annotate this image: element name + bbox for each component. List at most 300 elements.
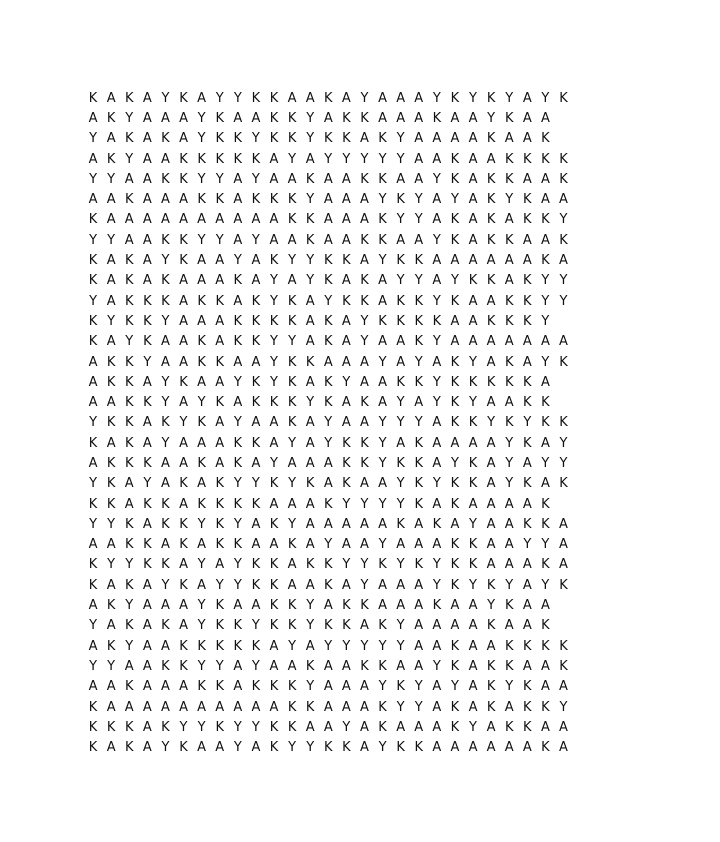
grid-cell[interactable]: A	[142, 253, 152, 269]
grid-cell[interactable]: Y	[306, 679, 315, 695]
grid-cell[interactable]: Y	[559, 273, 568, 289]
grid-cell[interactable]: K	[287, 313, 297, 329]
grid-cell[interactable]: A	[396, 435, 406, 451]
grid-cell[interactable]: A	[522, 232, 532, 248]
grid-cell[interactable]: A	[522, 253, 532, 269]
grid-cell[interactable]: K	[143, 496, 152, 512]
grid-cell[interactable]: A	[486, 537, 496, 553]
grid-cell[interactable]: A	[504, 740, 514, 756]
grid-cell[interactable]: A	[414, 395, 424, 411]
grid-cell[interactable]: Y	[125, 598, 134, 614]
grid-cell[interactable]: A	[341, 334, 351, 350]
grid-cell[interactable]: A	[160, 110, 170, 126]
grid-cell[interactable]: A	[106, 577, 116, 593]
grid-cell[interactable]: K	[233, 455, 243, 471]
grid-cell[interactable]: Y	[432, 293, 441, 309]
grid-cell[interactable]: K	[324, 273, 333, 289]
grid-cell[interactable]: A	[251, 598, 261, 614]
grid-cell[interactable]: K	[559, 354, 568, 370]
grid-cell[interactable]: A	[486, 455, 496, 471]
grid-cell[interactable]: A	[486, 151, 496, 167]
grid-cell[interactable]: K	[342, 253, 351, 269]
grid-cell[interactable]: Y	[378, 354, 387, 370]
grid-cell[interactable]: Y	[161, 435, 170, 451]
grid-cell[interactable]: A	[360, 537, 369, 553]
grid-cell[interactable]: Y	[432, 476, 441, 492]
grid-cell[interactable]: K	[179, 253, 188, 269]
grid-cell[interactable]: K	[541, 212, 550, 228]
grid-cell[interactable]: K	[450, 90, 460, 106]
grid-cell[interactable]: K	[88, 557, 98, 573]
grid-cell[interactable]: A	[540, 435, 550, 451]
grid-cell[interactable]: K	[396, 293, 405, 309]
grid-cell[interactable]: K	[450, 212, 460, 228]
grid-cell[interactable]: A	[341, 577, 351, 593]
grid-cell[interactable]: Y	[233, 557, 242, 573]
grid-cell[interactable]: A	[142, 131, 152, 147]
grid-cell[interactable]: A	[305, 638, 315, 654]
grid-cell[interactable]: K	[179, 171, 188, 187]
grid-cell[interactable]: A	[540, 374, 550, 390]
grid-cell[interactable]: A	[504, 273, 514, 289]
grid-cell[interactable]: A	[142, 415, 152, 431]
grid-cell[interactable]: A	[305, 719, 315, 735]
grid-cell[interactable]: K	[414, 557, 423, 573]
grid-cell[interactable]: A	[88, 151, 98, 167]
grid-cell[interactable]: Y	[161, 90, 170, 106]
grid-cell[interactable]: A	[106, 192, 116, 208]
grid-cell[interactable]: A	[323, 232, 333, 248]
grid-cell[interactable]: A	[233, 354, 243, 370]
grid-cell[interactable]: K	[215, 110, 224, 126]
grid-cell[interactable]: A	[251, 740, 261, 756]
grid-cell[interactable]: K	[360, 293, 369, 309]
grid-cell[interactable]: A	[360, 192, 369, 208]
grid-cell[interactable]: A	[378, 598, 387, 614]
grid-cell[interactable]: A	[522, 557, 532, 573]
grid-cell[interactable]: K	[106, 719, 116, 735]
grid-cell[interactable]: Y	[288, 638, 297, 654]
grid-cell[interactable]: Y	[396, 395, 405, 411]
grid-cell[interactable]: K	[179, 740, 188, 756]
grid-cell[interactable]: Y	[324, 435, 333, 451]
grid-cell[interactable]: Y	[378, 435, 387, 451]
grid-cell[interactable]: K	[269, 679, 279, 695]
grid-cell[interactable]: Y	[432, 374, 441, 390]
grid-cell[interactable]: K	[324, 577, 333, 593]
grid-cell[interactable]: K	[88, 496, 98, 512]
grid-cell[interactable]: Y	[197, 516, 206, 532]
grid-cell[interactable]: K	[360, 435, 369, 451]
grid-cell[interactable]: K	[342, 435, 351, 451]
grid-cell[interactable]: A	[504, 537, 514, 553]
grid-cell[interactable]: Y	[450, 192, 459, 208]
grid-cell[interactable]: Y	[89, 171, 98, 187]
grid-cell[interactable]: A	[341, 679, 351, 695]
grid-cell[interactable]: A	[360, 374, 369, 390]
grid-cell[interactable]: Y	[306, 273, 315, 289]
grid-cell[interactable]: A	[197, 313, 207, 329]
grid-cell[interactable]: A	[142, 151, 152, 167]
grid-cell[interactable]: A	[179, 354, 188, 370]
grid-cell[interactable]: K	[251, 293, 261, 309]
grid-cell[interactable]: A	[378, 293, 387, 309]
grid-cell[interactable]: A	[179, 455, 188, 471]
grid-cell[interactable]: K	[161, 415, 170, 431]
grid-cell[interactable]: Y	[523, 537, 532, 553]
grid-cell[interactable]: K	[251, 557, 261, 573]
grid-cell[interactable]: K	[450, 537, 460, 553]
grid-cell[interactable]: K	[396, 313, 405, 329]
grid-cell[interactable]: K	[269, 131, 279, 147]
grid-cell[interactable]: K	[324, 618, 333, 634]
grid-cell[interactable]: A	[432, 212, 442, 228]
grid-cell[interactable]: Y	[233, 516, 242, 532]
grid-cell[interactable]: K	[124, 740, 134, 756]
grid-cell[interactable]: Y	[143, 476, 152, 492]
grid-cell[interactable]: Y	[414, 192, 423, 208]
grid-cell[interactable]: K	[179, 232, 188, 248]
grid-cell[interactable]: Y	[89, 476, 98, 492]
grid-cell[interactable]: Y	[107, 171, 116, 187]
grid-cell[interactable]: Y	[215, 232, 224, 248]
grid-cell[interactable]: A	[414, 232, 424, 248]
grid-cell[interactable]: K	[360, 598, 369, 614]
grid-cell[interactable]: K	[179, 537, 188, 553]
grid-cell[interactable]: K	[468, 537, 478, 553]
grid-cell[interactable]: Y	[378, 679, 387, 695]
grid-cell[interactable]: K	[251, 395, 261, 411]
grid-cell[interactable]: K	[106, 374, 116, 390]
grid-cell[interactable]: A	[305, 537, 315, 553]
grid-cell[interactable]: A	[197, 537, 207, 553]
grid-cell[interactable]: A	[142, 273, 152, 289]
grid-cell[interactable]: K	[305, 557, 315, 573]
grid-cell[interactable]: Y	[378, 496, 387, 512]
grid-cell[interactable]: K	[504, 313, 514, 329]
grid-cell[interactable]: K	[161, 273, 170, 289]
grid-cell[interactable]: A	[396, 658, 406, 674]
grid-cell[interactable]: A	[468, 192, 478, 208]
grid-cell[interactable]: A	[378, 334, 387, 350]
grid-cell[interactable]: Y	[360, 638, 369, 654]
grid-cell[interactable]: K	[504, 232, 514, 248]
grid-cell[interactable]: A	[360, 253, 369, 269]
grid-cell[interactable]: A	[323, 719, 333, 735]
grid-cell[interactable]: A	[106, 273, 116, 289]
grid-cell[interactable]: A	[179, 212, 188, 228]
grid-cell[interactable]: Y	[396, 151, 405, 167]
grid-cell[interactable]: K	[486, 313, 496, 329]
grid-cell[interactable]: K	[541, 699, 550, 715]
grid-cell[interactable]: K	[378, 212, 387, 228]
grid-cell[interactable]: K	[450, 395, 460, 411]
grid-cell[interactable]: A	[486, 516, 496, 532]
grid-cell[interactable]: K	[523, 212, 532, 228]
grid-cell[interactable]: Y	[378, 537, 387, 553]
grid-cell[interactable]: A	[142, 110, 152, 126]
grid-cell[interactable]: A	[486, 740, 496, 756]
grid-cell[interactable]: K	[215, 395, 224, 411]
grid-cell[interactable]: K	[378, 131, 387, 147]
grid-cell[interactable]: Y	[342, 719, 351, 735]
grid-cell[interactable]: K	[106, 476, 116, 492]
grid-cell[interactable]: Y	[487, 415, 496, 431]
grid-cell[interactable]: K	[88, 273, 98, 289]
grid-cell[interactable]: K	[124, 374, 134, 390]
grid-cell[interactable]: A	[360, 131, 369, 147]
grid-cell[interactable]: Y	[505, 455, 514, 471]
grid-cell[interactable]: Y	[107, 313, 116, 329]
grid-cell[interactable]: K	[450, 354, 460, 370]
grid-cell[interactable]: K	[161, 618, 170, 634]
grid-cell[interactable]: A	[540, 658, 550, 674]
grid-cell[interactable]: A	[378, 90, 387, 106]
grid-cell[interactable]: K	[179, 374, 188, 390]
grid-cell[interactable]: A	[106, 293, 116, 309]
grid-cell[interactable]: Y	[396, 273, 405, 289]
grid-cell[interactable]: Y	[288, 740, 297, 756]
grid-cell[interactable]: K	[342, 618, 351, 634]
grid-cell[interactable]: A	[179, 496, 188, 512]
grid-cell[interactable]: A	[486, 253, 496, 269]
grid-cell[interactable]: K	[215, 192, 224, 208]
grid-cell[interactable]: K	[106, 496, 116, 512]
grid-cell[interactable]: A	[142, 658, 152, 674]
grid-cell[interactable]: Y	[107, 658, 116, 674]
grid-cell[interactable]: K	[523, 313, 532, 329]
grid-cell[interactable]: A	[179, 131, 188, 147]
grid-cell[interactable]: K	[215, 679, 224, 695]
grid-cell[interactable]: A	[197, 476, 207, 492]
grid-cell[interactable]: A	[450, 110, 460, 126]
grid-cell[interactable]: K	[541, 618, 550, 634]
grid-cell[interactable]: K	[233, 151, 243, 167]
grid-cell[interactable]: K	[486, 171, 496, 187]
grid-cell[interactable]: K	[432, 598, 442, 614]
grid-cell[interactable]: Y	[378, 638, 387, 654]
grid-cell[interactable]: K	[486, 273, 496, 289]
grid-cell[interactable]: K	[342, 293, 351, 309]
grid-cell[interactable]: K	[486, 131, 496, 147]
grid-cell[interactable]: K	[324, 90, 333, 106]
grid-cell[interactable]: A	[323, 171, 333, 187]
grid-cell[interactable]: K	[324, 395, 333, 411]
grid-cell[interactable]: K	[541, 253, 550, 269]
grid-cell[interactable]: K	[124, 192, 134, 208]
grid-cell[interactable]: A	[522, 171, 532, 187]
grid-cell[interactable]: K	[486, 374, 496, 390]
grid-cell[interactable]: K	[504, 171, 514, 187]
grid-cell[interactable]: K	[360, 395, 369, 411]
grid-cell[interactable]: A	[269, 638, 279, 654]
grid-cell[interactable]: A	[124, 232, 134, 248]
grid-cell[interactable]: A	[432, 618, 442, 634]
grid-cell[interactable]: K	[251, 577, 261, 593]
grid-cell[interactable]: K	[378, 618, 387, 634]
grid-cell[interactable]: Y	[324, 151, 333, 167]
grid-cell[interactable]: A	[160, 699, 170, 715]
grid-cell[interactable]: A	[215, 455, 225, 471]
grid-cell[interactable]: K	[233, 313, 243, 329]
grid-cell[interactable]: K	[124, 273, 134, 289]
grid-cell[interactable]: A	[341, 232, 351, 248]
grid-cell[interactable]: A	[88, 455, 98, 471]
grid-cell[interactable]: K	[396, 740, 405, 756]
grid-cell[interactable]: A	[323, 354, 333, 370]
grid-cell[interactable]: K	[106, 151, 116, 167]
grid-cell[interactable]: Y	[197, 658, 206, 674]
grid-cell[interactable]: K	[161, 557, 170, 573]
grid-cell[interactable]: Y	[324, 293, 333, 309]
grid-cell[interactable]: A	[522, 658, 532, 674]
grid-cell[interactable]: K	[161, 131, 170, 147]
grid-cell[interactable]: A	[504, 496, 514, 512]
grid-cell[interactable]: A	[540, 476, 550, 492]
grid-cell[interactable]: Y	[396, 618, 405, 634]
grid-cell[interactable]: K	[414, 435, 423, 451]
grid-cell[interactable]: A	[468, 171, 478, 187]
grid-cell[interactable]: A	[378, 395, 387, 411]
grid-cell[interactable]: K	[251, 679, 261, 695]
grid-cell[interactable]: K	[106, 110, 116, 126]
grid-cell[interactable]: Y	[505, 435, 514, 451]
grid-cell[interactable]: Y	[342, 557, 351, 573]
grid-cell[interactable]: A	[414, 658, 424, 674]
grid-cell[interactable]: A	[559, 192, 568, 208]
grid-cell[interactable]: Y	[505, 577, 514, 593]
grid-cell[interactable]: A	[251, 110, 261, 126]
grid-cell[interactable]: Y	[306, 131, 315, 147]
grid-cell[interactable]: K	[342, 740, 351, 756]
grid-cell[interactable]: Y	[414, 699, 423, 715]
grid-cell[interactable]: Y	[469, 90, 477, 106]
grid-cell[interactable]: Y	[450, 273, 459, 289]
grid-cell[interactable]: K	[197, 638, 206, 654]
grid-cell[interactable]: K	[269, 192, 279, 208]
grid-cell[interactable]: A	[179, 313, 188, 329]
grid-cell[interactable]: K	[287, 110, 297, 126]
grid-cell[interactable]: A	[106, 699, 116, 715]
grid-cell[interactable]: Y	[288, 435, 297, 451]
grid-cell[interactable]: K	[88, 435, 98, 451]
grid-cell[interactable]: A	[251, 537, 261, 553]
grid-cell[interactable]: A	[341, 90, 351, 106]
grid-cell[interactable]: A	[251, 273, 261, 289]
grid-cell[interactable]: Y	[233, 740, 242, 756]
grid-cell[interactable]: Y	[360, 313, 369, 329]
grid-cell[interactable]: A	[142, 679, 152, 695]
grid-cell[interactable]: K	[414, 374, 423, 390]
grid-cell[interactable]: K	[324, 374, 333, 390]
grid-cell[interactable]: K	[106, 455, 116, 471]
grid-cell[interactable]: Y	[197, 171, 206, 187]
grid-cell[interactable]: Y	[251, 171, 260, 187]
grid-cell[interactable]: Y	[378, 415, 387, 431]
grid-cell[interactable]: A	[233, 679, 243, 695]
grid-cell[interactable]: A	[341, 658, 351, 674]
grid-cell[interactable]: K	[486, 90, 496, 106]
grid-cell[interactable]: A	[305, 415, 315, 431]
grid-cell[interactable]: A	[251, 699, 261, 715]
grid-cell[interactable]: A	[251, 212, 261, 228]
grid-cell[interactable]: K	[378, 699, 387, 715]
grid-cell[interactable]: A	[197, 435, 207, 451]
grid-cell[interactable]: Y	[378, 740, 387, 756]
grid-cell[interactable]: A	[323, 679, 333, 695]
grid-cell[interactable]: A	[142, 232, 152, 248]
grid-cell[interactable]: A	[468, 679, 478, 695]
grid-cell[interactable]: A	[233, 110, 243, 126]
grid-cell[interactable]: K	[269, 476, 279, 492]
grid-cell[interactable]: A	[233, 192, 243, 208]
grid-cell[interactable]: K	[360, 171, 369, 187]
grid-cell[interactable]: K	[414, 334, 423, 350]
grid-cell[interactable]: A	[432, 435, 442, 451]
grid-cell[interactable]: Y	[197, 618, 206, 634]
grid-cell[interactable]: Y	[432, 171, 441, 187]
grid-cell[interactable]: A	[360, 516, 369, 532]
grid-cell[interactable]: Y	[432, 658, 441, 674]
grid-cell[interactable]: A	[215, 374, 225, 390]
grid-cell[interactable]: A	[468, 435, 478, 451]
grid-cell[interactable]: Y	[89, 293, 98, 309]
grid-cell[interactable]: A	[522, 334, 532, 350]
grid-cell[interactable]: A	[504, 131, 514, 147]
grid-cell[interactable]: A	[160, 192, 170, 208]
grid-cell[interactable]: Y	[89, 516, 98, 532]
grid-cell[interactable]: Y	[432, 577, 441, 593]
grid-cell[interactable]: K	[360, 658, 369, 674]
grid-cell[interactable]: K	[287, 131, 297, 147]
grid-cell[interactable]: A	[504, 516, 514, 532]
grid-cell[interactable]: A	[160, 151, 170, 167]
grid-cell[interactable]: K	[342, 455, 351, 471]
grid-cell[interactable]: A	[468, 232, 478, 248]
grid-cell[interactable]: A	[215, 212, 225, 228]
grid-cell[interactable]: K	[197, 415, 206, 431]
grid-cell[interactable]: Y	[161, 395, 170, 411]
grid-cell[interactable]: K	[106, 638, 116, 654]
grid-cell[interactable]: K	[197, 151, 206, 167]
grid-cell[interactable]: Y	[306, 598, 315, 614]
grid-cell[interactable]: K	[269, 110, 279, 126]
grid-cell[interactable]: Y	[270, 455, 278, 471]
grid-cell[interactable]: A	[468, 253, 478, 269]
grid-cell[interactable]: Y	[342, 374, 351, 390]
grid-cell[interactable]: Y	[233, 719, 242, 735]
grid-cell[interactable]: K	[541, 557, 550, 573]
grid-cell[interactable]: A	[378, 476, 387, 492]
grid-cell[interactable]: K	[450, 699, 460, 715]
grid-cell[interactable]: Y	[396, 638, 405, 654]
grid-cell[interactable]: Y	[432, 232, 441, 248]
grid-cell[interactable]: Y	[342, 496, 351, 512]
grid-cell[interactable]: Y	[161, 577, 170, 593]
grid-cell[interactable]: Y	[143, 354, 152, 370]
grid-cell[interactable]: A	[142, 435, 152, 451]
grid-cell[interactable]: A	[486, 557, 496, 573]
grid-cell[interactable]: K	[396, 455, 405, 471]
grid-cell[interactable]: K	[215, 151, 224, 167]
grid-cell[interactable]: Y	[396, 476, 405, 492]
grid-cell[interactable]: Y	[396, 212, 405, 228]
grid-cell[interactable]: K	[124, 618, 134, 634]
grid-cell[interactable]: Y	[414, 354, 423, 370]
grid-cell[interactable]: K	[124, 455, 134, 471]
grid-cell[interactable]: K	[215, 537, 224, 553]
grid-cell[interactable]: Y	[360, 90, 369, 106]
